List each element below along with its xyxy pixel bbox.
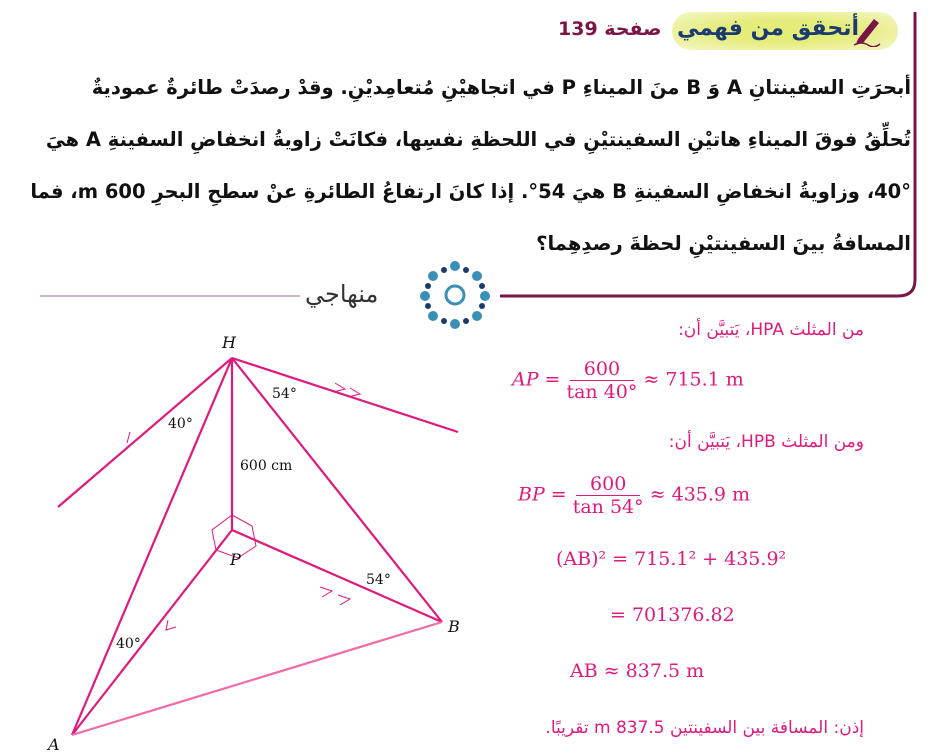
line-pb [232, 530, 442, 622]
bp-numerator: 600 [576, 473, 640, 496]
equation-ap [512, 358, 744, 403]
bp-lhs: BP = [518, 483, 567, 506]
equation-ab: AB ≈ 837.5 m [570, 660, 705, 682]
ap-lhs: AP = [512, 368, 561, 391]
intro-hpb: ومن المثلث HPB، يَتبيَّن أن: [668, 432, 864, 452]
angle-b-bottom: 54° [366, 572, 391, 588]
angle-b-top: 54° [272, 386, 297, 402]
bp-result: ≈ 435.9 m [649, 483, 751, 506]
equation-bp [518, 473, 750, 518]
line-of-sight-horizontal-b [232, 358, 458, 432]
question-line-1: أبحرَتِ السفينتانِ A وَ B منَ الميناءِ P في اتجاهيْنِ مُتعامِديْنِ. وقدْ رصدَتْ طائرةٌ عموديةٌ [91, 76, 911, 99]
label-h: H [222, 333, 236, 352]
bp-denominator: tan 54° [572, 496, 644, 518]
ap-denominator: tan 40° [566, 381, 638, 403]
equation-ab-squared: (AB)² = 715.1² + 435.9² [556, 548, 787, 570]
line-of-sight-horizontal-a [58, 358, 232, 507]
equation-ab-squared-value: = 701376.82 [610, 604, 735, 626]
conclusion: إذن: المسافة بين السفينتين 837.5 m تقريبًا. [545, 718, 864, 738]
line-pa [72, 530, 232, 735]
angle-a-top: 40° [168, 416, 193, 432]
minhaji-logo-text: منهاجي [305, 280, 379, 308]
angle-a-bottom: 40° [116, 636, 141, 652]
ap-result: ≈ 715.1 m [643, 368, 744, 391]
ap-numerator: 600 [570, 358, 634, 381]
intro-hpa: من المثلث HPA، يَتبيَّن أن: [678, 320, 864, 340]
line-ha [72, 358, 232, 735]
question-line-2: تُحلِّقُ فوقَ الميناءِ هاتيْنِ السفينتيْنِ في اللحظةِ نفسِها، فكانَتْ زاويةُ انخفاضِ السفينةِ A هيَ [45, 128, 911, 151]
question-line-3: 40°، وزاويةُ انخفاضِ السفينةِ B هيَ 54°. إذا كانَ ارتفاعُ الطائرةِ عنْ سطحِ البحرِ 600 m، فما [30, 180, 911, 203]
question-line-4: المسافةُ بينَ السفينتيْنِ لحظةَ رصدِهِما؟ [536, 232, 911, 255]
label-a: A [48, 735, 60, 754]
height-label: 600 cm [240, 458, 293, 474]
section-title: أتحقق من فهمي [677, 16, 859, 41]
diagram [0, 320, 500, 755]
label-p: P [230, 550, 241, 569]
label-b: B [448, 617, 460, 636]
line-hb [232, 358, 442, 622]
page-reference: صفحة 139 [558, 18, 662, 40]
